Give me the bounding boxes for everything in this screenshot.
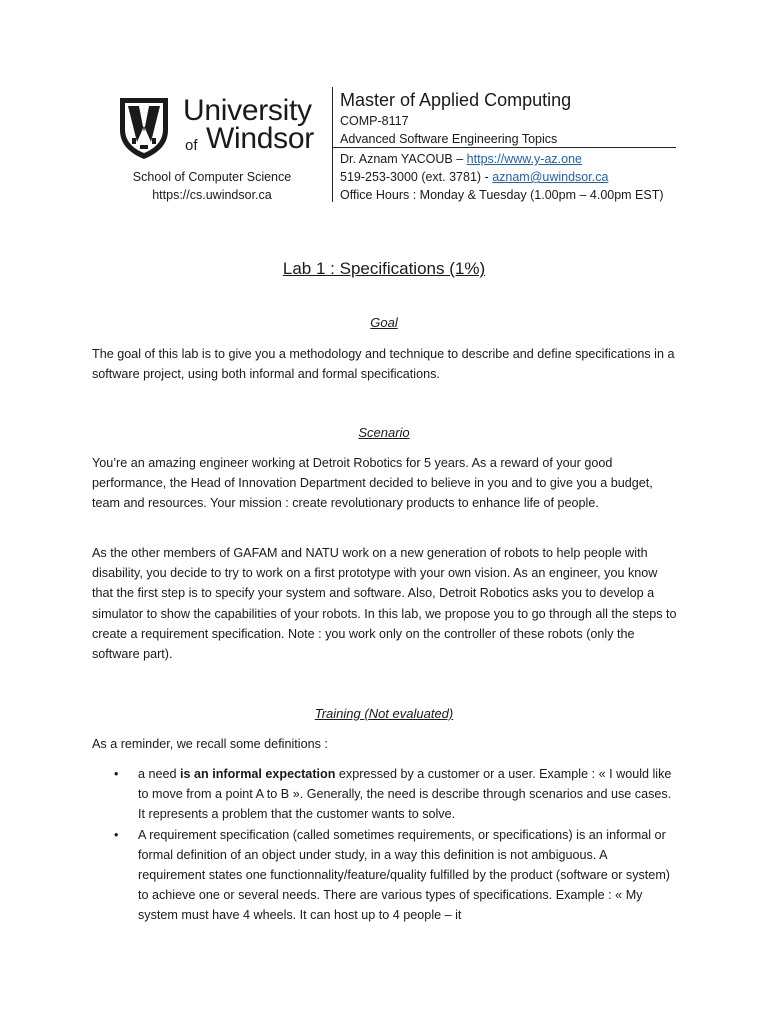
- instructor-website-link[interactable]: https://www.y-az.one: [466, 152, 582, 166]
- training-heading: Training (Not evaluated): [314, 706, 454, 721]
- contact-line: [340, 168, 676, 186]
- goal-text: The goal of this lab is to give you a methodology and technique to describe and define specifications in a software project, using both informal and formal specifications.: [92, 347, 675, 382]
- goal-heading: Goal: [370, 315, 398, 330]
- school-info: [112, 168, 312, 204]
- instructor-line: [340, 150, 676, 168]
- school-name: School of Computer Science: [132, 170, 292, 184]
- bullet-rest: expressed by a customer or a user. Example : « I would like to move from a point A to B ». Generally, the need is describe through scenarios and use cases. It represents a problem that the customer wants to solve.: [138, 767, 672, 822]
- school-url[interactable]: https://cs.uwindsor.ca: [152, 188, 272, 202]
- bullet-lead: a need: [138, 767, 181, 781]
- lab-title: Lab 1 : Specifications (1%): [282, 259, 486, 278]
- scenario-heading: Scenario: [358, 425, 410, 440]
- bullet-icon: •: [114, 767, 119, 781]
- instructor-email-link[interactable]: aznam@uwindsor.ca: [492, 170, 609, 184]
- header-vertical-divider: [332, 87, 333, 202]
- university-logo: [112, 92, 312, 164]
- list-item: [92, 825, 677, 926]
- definitions-list: [92, 764, 677, 926]
- bullet-lead: A requirement specification (called sometimes requirements, or specifications) is an informal or formal definition of an object under study, in a way this definition is not ambiguous. A requirement states one functionnality/feature/quality fulfilled by the product (software or system) to achieve one or several needs. There are various types of specifications. Example : « My system must have 4 wheels. It can host up to 4 people – it: [138, 827, 670, 923]
- office-hours: Office Hours : Monday & Tuesday (1.00pm – 4.00pm EST): [340, 188, 664, 202]
- logo-word-of: of: [185, 137, 198, 154]
- logo-word-windsor: Windsor: [206, 122, 314, 155]
- bullet-icon: •: [114, 827, 119, 842]
- instructor-name: Dr. Aznam YACOUB –: [340, 152, 467, 166]
- scenario-paragraph-1: You’re an amazing engineer working at Detroit Robotics for 5 years. As a reward of your good performance, the Head of Innovation Department decided to believe in you and to give you a budget, team and resources. Your mission : create revolutionary products to enhance life of people.: [92, 456, 653, 511]
- course-info: [340, 88, 676, 148]
- course-name: Advanced Software Engineering Topics: [340, 132, 558, 146]
- logo-word-university: University: [183, 94, 312, 127]
- training-intro: As a reminder, we recall some definitions :: [92, 737, 328, 751]
- program-title: Master of Applied Computing: [340, 90, 572, 110]
- scenario-paragraph-2: As the other members of GAFAM and NATU work on a new generation of robots to help people with disability, you decide to try to work on a first prototype with your own vision. As an engineer, you know that the first step is to specify your system and software. Also, Detroit Robotics asks you to develop a simulator to show the capabilities of your robots. In this lab, we propose you to go through all the steps to create a requirement specification. Note : you work only on the controller of these robots (only the software part).: [92, 546, 677, 662]
- instructor-phone: 519-253-3000 (ext. 3781) -: [340, 170, 493, 184]
- instructor-info: [340, 150, 676, 204]
- list-item: [92, 764, 677, 825]
- shield-crest-icon: [118, 94, 170, 160]
- bullet-emphasis: is an informal expectation: [180, 767, 336, 781]
- course-code: COMP-8117: [340, 114, 409, 128]
